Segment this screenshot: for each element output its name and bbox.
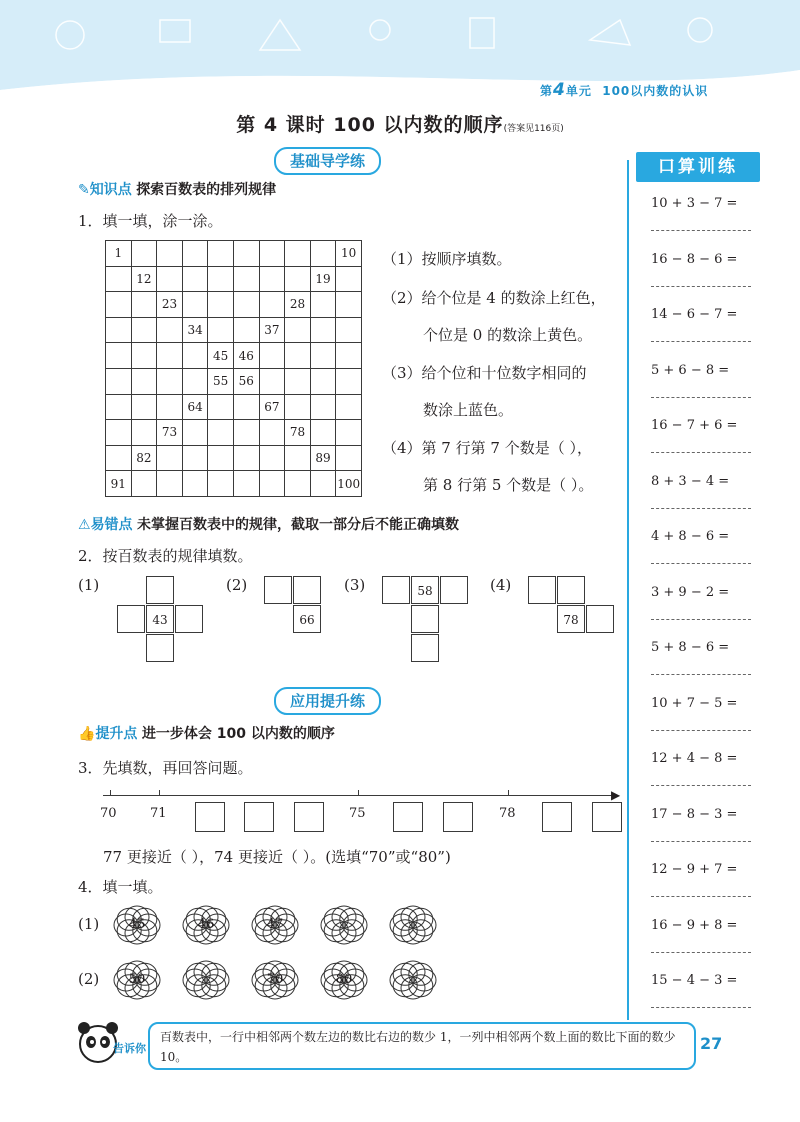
mental-math-expression: 15 − 4 − 3 = bbox=[651, 973, 738, 988]
arrow-right-icon: ▶ bbox=[611, 788, 621, 802]
answer-line[interactable] bbox=[651, 397, 751, 398]
hundred-chart-cell[interactable] bbox=[182, 368, 208, 394]
hundred-chart-cell[interactable] bbox=[259, 241, 285, 267]
hundred-chart-cell[interactable] bbox=[131, 292, 157, 318]
lesson-title bbox=[0, 110, 800, 137]
number-label-71: 71 bbox=[150, 806, 167, 821]
hundred-chart-cell[interactable] bbox=[106, 292, 132, 318]
hundred-chart-cell[interactable] bbox=[208, 445, 234, 471]
hundred-chart-cell[interactable] bbox=[233, 292, 259, 318]
q2-part2-label: (2) bbox=[226, 576, 248, 594]
hundred-chart-cell[interactable] bbox=[208, 266, 234, 292]
q2-cell[interactable] bbox=[175, 605, 203, 633]
thumbs-up-icon: 👍 bbox=[78, 726, 96, 742]
hundred-chart-cell[interactable] bbox=[310, 368, 336, 394]
hundred-chart-row bbox=[106, 343, 362, 369]
hundred-chart-cell[interactable] bbox=[106, 317, 132, 343]
flower-number: 70 bbox=[266, 972, 284, 987]
side-divider bbox=[627, 160, 629, 1020]
q2-cell[interactable] bbox=[411, 605, 439, 633]
tick bbox=[508, 790, 509, 796]
flower-number: 80 bbox=[335, 972, 353, 987]
q2-cell-given: 78 bbox=[557, 605, 585, 633]
answer-line[interactable] bbox=[651, 508, 751, 509]
q2-cell[interactable] bbox=[557, 576, 585, 604]
q2-cell[interactable] bbox=[440, 576, 468, 604]
error-point-text: 未掌握百数表中的规律，截取一部分后不能正确填数 bbox=[137, 517, 460, 533]
answer-line[interactable] bbox=[651, 452, 751, 453]
hundred-chart-cell[interactable] bbox=[336, 266, 362, 292]
flower-blank bbox=[250, 960, 300, 1000]
hundred-chart-cell[interactable] bbox=[131, 317, 157, 343]
q2-cell[interactable] bbox=[264, 576, 292, 604]
hundred-chart-cell[interactable] bbox=[157, 368, 183, 394]
hundred-chart-cell: 91 bbox=[106, 471, 132, 497]
answer-line[interactable] bbox=[651, 286, 751, 287]
mental-math-expression: 16 − 7 + 6 = bbox=[651, 418, 738, 433]
hundred-chart bbox=[105, 240, 362, 497]
flower-blank[interactable] bbox=[181, 960, 231, 1000]
q2-part4-label: (4) bbox=[490, 576, 512, 594]
q3-question: 77 更接近（ ），74 更接近（ ）。(选填“70”或“80”) bbox=[103, 848, 451, 866]
hundred-chart-cell[interactable] bbox=[157, 445, 183, 471]
number-blank[interactable] bbox=[244, 802, 274, 832]
hundred-chart-cell[interactable] bbox=[336, 394, 362, 420]
hundred-chart-cell[interactable] bbox=[131, 471, 157, 497]
hundred-chart-cell[interactable] bbox=[131, 343, 157, 369]
hundred-chart-cell[interactable] bbox=[285, 394, 311, 420]
flower-blank bbox=[112, 905, 162, 945]
hundred-chart-cell[interactable] bbox=[182, 292, 208, 318]
q2-part1-label: (1) bbox=[78, 576, 100, 594]
hundred-chart-cell[interactable] bbox=[285, 241, 311, 267]
q4-row1-label: (1) bbox=[78, 915, 100, 933]
flower-blank[interactable] bbox=[388, 960, 438, 1000]
hundred-chart-cell[interactable] bbox=[106, 343, 132, 369]
section-applied-practice bbox=[274, 687, 381, 715]
hundred-chart-cell: 19 bbox=[310, 266, 336, 292]
knowledge-point-text: 探索百数表的排列规律 bbox=[136, 182, 277, 198]
q2-cell[interactable] bbox=[146, 576, 174, 604]
hundred-chart-cell: 45 bbox=[208, 343, 234, 369]
hundred-chart-row bbox=[106, 471, 362, 497]
improvement-point bbox=[78, 723, 335, 743]
hundred-chart-cell[interactable] bbox=[157, 394, 183, 420]
hundred-chart-cell[interactable] bbox=[336, 317, 362, 343]
section-applied-label: 应用提升练 bbox=[290, 692, 366, 710]
hundred-chart-cell[interactable] bbox=[106, 445, 132, 471]
hundred-chart-cell[interactable] bbox=[131, 241, 157, 267]
answer-line[interactable] bbox=[651, 1007, 751, 1008]
number-blank[interactable] bbox=[393, 802, 423, 832]
lesson-title-text: 第 4 课时 100 以内数的顺序 bbox=[236, 114, 504, 136]
hundred-chart-cell[interactable] bbox=[310, 292, 336, 318]
q1-sub2b: 个位是 0 的数涂上黄色。 bbox=[423, 326, 593, 344]
mental-math-expression: 3 + 9 − 2 = bbox=[651, 584, 730, 600]
hundred-chart-cell[interactable] bbox=[233, 394, 259, 420]
mental-math-expression: 10 + 7 − 5 = bbox=[651, 695, 738, 711]
question-2-prompt: 2．按百数表的规律填数。 bbox=[78, 547, 253, 565]
hundred-chart-cell: 73 bbox=[157, 420, 183, 446]
warning-icon: ⚠ bbox=[78, 517, 91, 533]
answer-line[interactable] bbox=[651, 952, 751, 953]
hundred-chart-cell[interactable] bbox=[157, 317, 183, 343]
mental-math-expression: 17 − 8 − 3 = bbox=[651, 806, 738, 822]
hundred-chart-cell[interactable] bbox=[106, 420, 132, 446]
answer-line[interactable] bbox=[651, 341, 751, 342]
answer-reference: (答案见116页) bbox=[503, 124, 564, 134]
hundred-chart-cell[interactable] bbox=[157, 471, 183, 497]
hundred-chart-cell: 82 bbox=[131, 445, 157, 471]
hundred-chart-cell[interactable] bbox=[336, 343, 362, 369]
q1-sub1: （1）按顺序填数。 bbox=[382, 250, 512, 268]
hundred-chart-cell[interactable] bbox=[131, 420, 157, 446]
mental-math-expression: 5 + 8 − 6 = bbox=[651, 640, 730, 655]
hundred-chart-cell[interactable] bbox=[285, 343, 311, 369]
answer-line[interactable] bbox=[651, 841, 751, 842]
hundred-chart-cell[interactable] bbox=[336, 445, 362, 471]
knowledge-point bbox=[78, 179, 276, 199]
answer-line[interactable] bbox=[651, 563, 751, 564]
flower-blank[interactable] bbox=[388, 905, 438, 945]
answer-line[interactable] bbox=[651, 619, 751, 620]
q2-cell-given: 58 bbox=[411, 576, 439, 604]
mental-math-expression: 16 − 9 + 8 = bbox=[651, 917, 738, 933]
hundred-chart-cell[interactable] bbox=[233, 420, 259, 446]
question-4-prompt: 4．填一填。 bbox=[78, 878, 163, 896]
hundred-chart-row bbox=[106, 266, 362, 292]
hundred-chart-cell: 1 bbox=[106, 241, 132, 267]
hundred-chart-cell[interactable] bbox=[182, 420, 208, 446]
number-blank[interactable] bbox=[195, 802, 225, 832]
q4-row2-label: (2) bbox=[78, 970, 100, 988]
hundred-chart-row bbox=[106, 394, 362, 420]
hundred-chart-cell[interactable] bbox=[106, 394, 132, 420]
mental-math-title: 口算训练 bbox=[636, 152, 760, 182]
q1-sub3a: （3）给个位和十位数字相同的 bbox=[382, 364, 587, 382]
q1-sub3b: 数涂上蓝色。 bbox=[423, 401, 514, 419]
flower-blank bbox=[181, 905, 231, 945]
hundred-chart-cell[interactable] bbox=[157, 241, 183, 267]
section-basic-practice bbox=[274, 147, 381, 175]
hundred-chart-cell[interactable] bbox=[208, 420, 234, 446]
q2-cell[interactable] bbox=[117, 605, 145, 633]
number-line bbox=[103, 795, 617, 796]
flower-blank bbox=[319, 960, 369, 1000]
hundred-chart-cell[interactable] bbox=[157, 343, 183, 369]
hundred-chart-cell: 46 bbox=[233, 343, 259, 369]
flower-blank bbox=[250, 905, 300, 945]
hundred-chart-cell[interactable] bbox=[259, 368, 285, 394]
hundred-chart-cell[interactable] bbox=[336, 420, 362, 446]
flower-blank bbox=[112, 960, 162, 1000]
unit-title: 100以内数的认识 bbox=[602, 84, 709, 98]
hundred-chart-cell[interactable] bbox=[182, 343, 208, 369]
number-blank[interactable] bbox=[542, 802, 572, 832]
flower-blank[interactable] bbox=[319, 905, 369, 945]
number-blank[interactable] bbox=[443, 802, 473, 832]
hundred-chart-cell[interactable] bbox=[259, 445, 285, 471]
mental-math-expression: 5 + 6 − 8 = bbox=[651, 362, 730, 378]
tick bbox=[159, 790, 160, 796]
hundred-chart-cell[interactable] bbox=[182, 241, 208, 267]
hundred-chart-cell[interactable] bbox=[157, 266, 183, 292]
unit-number: 4 bbox=[553, 80, 566, 100]
hundred-chart-cell[interactable] bbox=[310, 241, 336, 267]
q2-cell[interactable] bbox=[586, 605, 614, 633]
hundred-chart-cell[interactable] bbox=[182, 266, 208, 292]
section-basic-label: 基础导学练 bbox=[290, 152, 366, 170]
answer-line[interactable] bbox=[651, 896, 751, 897]
unit-prefix: 第 bbox=[540, 84, 554, 98]
hundred-chart-cell[interactable] bbox=[233, 445, 259, 471]
hundred-chart-cell[interactable] bbox=[259, 292, 285, 318]
q2-cell[interactable] bbox=[382, 576, 410, 604]
hundred-chart-cell[interactable] bbox=[285, 368, 311, 394]
hundred-chart-cell[interactable] bbox=[208, 317, 234, 343]
mental-math-expression: 12 + 4 − 8 = bbox=[651, 751, 738, 766]
q1-sub4b: 第 8 行第 5 个数是（ ）。 bbox=[423, 476, 594, 494]
hundred-chart-cell[interactable] bbox=[259, 266, 285, 292]
hundred-chart-cell: 67 bbox=[259, 394, 285, 420]
mental-math-expression: 12 − 9 + 7 = bbox=[651, 862, 738, 877]
hundred-chart-cell[interactable] bbox=[285, 266, 311, 292]
hundred-chart-cell[interactable] bbox=[131, 394, 157, 420]
hundred-chart-cell[interactable] bbox=[310, 343, 336, 369]
improvement-point-text: 进一步体会 100 以内数的顺序 bbox=[141, 726, 335, 742]
hundred-chart-cell[interactable] bbox=[182, 445, 208, 471]
flower-number: 50 bbox=[128, 972, 146, 987]
tip-box: 百数表中，一行中相邻两个数左边的数比右边的数少 1，一列中相邻两个数上面的数比下面的数少 10。 bbox=[148, 1022, 696, 1070]
hundred-chart-cell[interactable] bbox=[285, 471, 311, 497]
hundred-chart-cell: 37 bbox=[259, 317, 285, 343]
flower-number: 46 bbox=[197, 917, 215, 932]
hundred-chart-cell[interactable] bbox=[106, 266, 132, 292]
page-number: 27 bbox=[700, 1034, 723, 1053]
tick bbox=[358, 790, 359, 796]
hundred-chart-row bbox=[106, 445, 362, 471]
hundred-chart-cell[interactable] bbox=[182, 471, 208, 497]
mental-math-expression: 10 + 3 − 7 = bbox=[651, 196, 738, 211]
hundred-chart-cell: 12 bbox=[131, 266, 157, 292]
hundred-chart-cell[interactable] bbox=[259, 471, 285, 497]
number-blank[interactable] bbox=[294, 802, 324, 832]
q2-cell[interactable] bbox=[528, 576, 556, 604]
unit-suffix: 单元 bbox=[565, 84, 592, 98]
question-3-prompt: 3．先填数，再回答问题。 bbox=[78, 759, 253, 777]
number-label-75: 75 bbox=[349, 806, 366, 821]
hundred-chart-row bbox=[106, 292, 362, 318]
hundred-chart-cell[interactable] bbox=[106, 368, 132, 394]
hundred-chart-cell: 89 bbox=[310, 445, 336, 471]
tick bbox=[110, 790, 111, 796]
hundred-chart-cell[interactable] bbox=[208, 292, 234, 318]
hundred-chart-cell[interactable] bbox=[208, 394, 234, 420]
hundred-chart-cell[interactable] bbox=[208, 471, 234, 497]
mental-math-expression: 8 + 3 − 4 = bbox=[651, 473, 730, 489]
hundred-chart-cell[interactable] bbox=[336, 292, 362, 318]
hundred-chart-cell[interactable] bbox=[310, 394, 336, 420]
hundred-chart-cell: 55 bbox=[208, 368, 234, 394]
mental-math-expression: 16 − 8 − 6 = bbox=[651, 251, 738, 267]
answer-line[interactable] bbox=[651, 230, 751, 231]
pencil-icon: ✎ bbox=[78, 182, 90, 198]
answer-line[interactable] bbox=[651, 674, 751, 675]
hundred-chart-cell: 78 bbox=[285, 420, 311, 446]
hundred-chart-cell[interactable] bbox=[233, 266, 259, 292]
hundred-chart-cell[interactable] bbox=[131, 368, 157, 394]
question-1-prompt: 1．填一填，涂一涂。 bbox=[78, 212, 223, 230]
q2-cell[interactable] bbox=[293, 576, 321, 604]
hundred-chart-cell[interactable] bbox=[336, 368, 362, 394]
q2-part3-label: (3) bbox=[344, 576, 366, 594]
mental-math-expression: 4 + 8 − 6 = bbox=[651, 529, 730, 544]
hundred-chart-row bbox=[106, 241, 362, 267]
flower-number: 45 bbox=[128, 917, 146, 932]
hundred-chart-cell[interactable] bbox=[233, 317, 259, 343]
hundred-chart-cell[interactable] bbox=[310, 471, 336, 497]
answer-line[interactable] bbox=[651, 730, 751, 731]
error-point-label: 易错点 bbox=[90, 517, 133, 533]
hundred-chart-cell[interactable] bbox=[259, 343, 285, 369]
q2-cell-given: 66 bbox=[293, 605, 321, 633]
hundred-chart-cell: 64 bbox=[182, 394, 208, 420]
q2-cell-given: 43 bbox=[146, 605, 174, 633]
flower-number: 47 bbox=[266, 917, 284, 932]
hundred-chart-row bbox=[106, 420, 362, 446]
hundred-chart-cell: 100 bbox=[336, 471, 362, 497]
knowledge-point-label: 知识点 bbox=[89, 182, 132, 198]
hundred-chart-cell[interactable] bbox=[233, 471, 259, 497]
error-point bbox=[78, 514, 459, 534]
number-label-70: 70 bbox=[100, 806, 117, 821]
hundred-chart-cell: 23 bbox=[157, 292, 183, 318]
hundred-chart-cell: 34 bbox=[182, 317, 208, 343]
hundred-chart-row bbox=[106, 368, 362, 394]
hundred-chart-cell: 10 bbox=[336, 241, 362, 267]
hundred-chart-cell[interactable] bbox=[285, 317, 311, 343]
hundred-chart-cell[interactable] bbox=[259, 420, 285, 446]
unit-tag bbox=[540, 80, 708, 100]
answer-line[interactable] bbox=[651, 785, 751, 786]
improvement-point-label: 提升点 bbox=[95, 726, 138, 742]
q1-sub4a: （4）第 7 行第 7 个数是（ ）， bbox=[382, 439, 592, 457]
number-label-78: 78 bbox=[499, 806, 516, 821]
hundred-chart-cell: 56 bbox=[233, 368, 259, 394]
hundred-chart-row bbox=[106, 317, 362, 343]
hundred-chart-cell[interactable] bbox=[310, 317, 336, 343]
hundred-chart-cell[interactable] bbox=[233, 241, 259, 267]
q2-cell[interactable] bbox=[411, 634, 439, 662]
hundred-chart-cell[interactable] bbox=[285, 445, 311, 471]
q1-sub2a: （2）给个位是 4 的数涂上红色， bbox=[382, 289, 606, 307]
number-blank[interactable] bbox=[592, 802, 622, 832]
hundred-chart-cell[interactable] bbox=[208, 241, 234, 267]
tip-label: 告诉你 bbox=[113, 1042, 146, 1055]
mental-math-expression: 14 − 6 − 7 = bbox=[651, 307, 738, 322]
hundred-chart-cell: 28 bbox=[285, 292, 311, 318]
hundred-chart-cell[interactable] bbox=[310, 420, 336, 446]
q2-cell[interactable] bbox=[146, 634, 174, 662]
